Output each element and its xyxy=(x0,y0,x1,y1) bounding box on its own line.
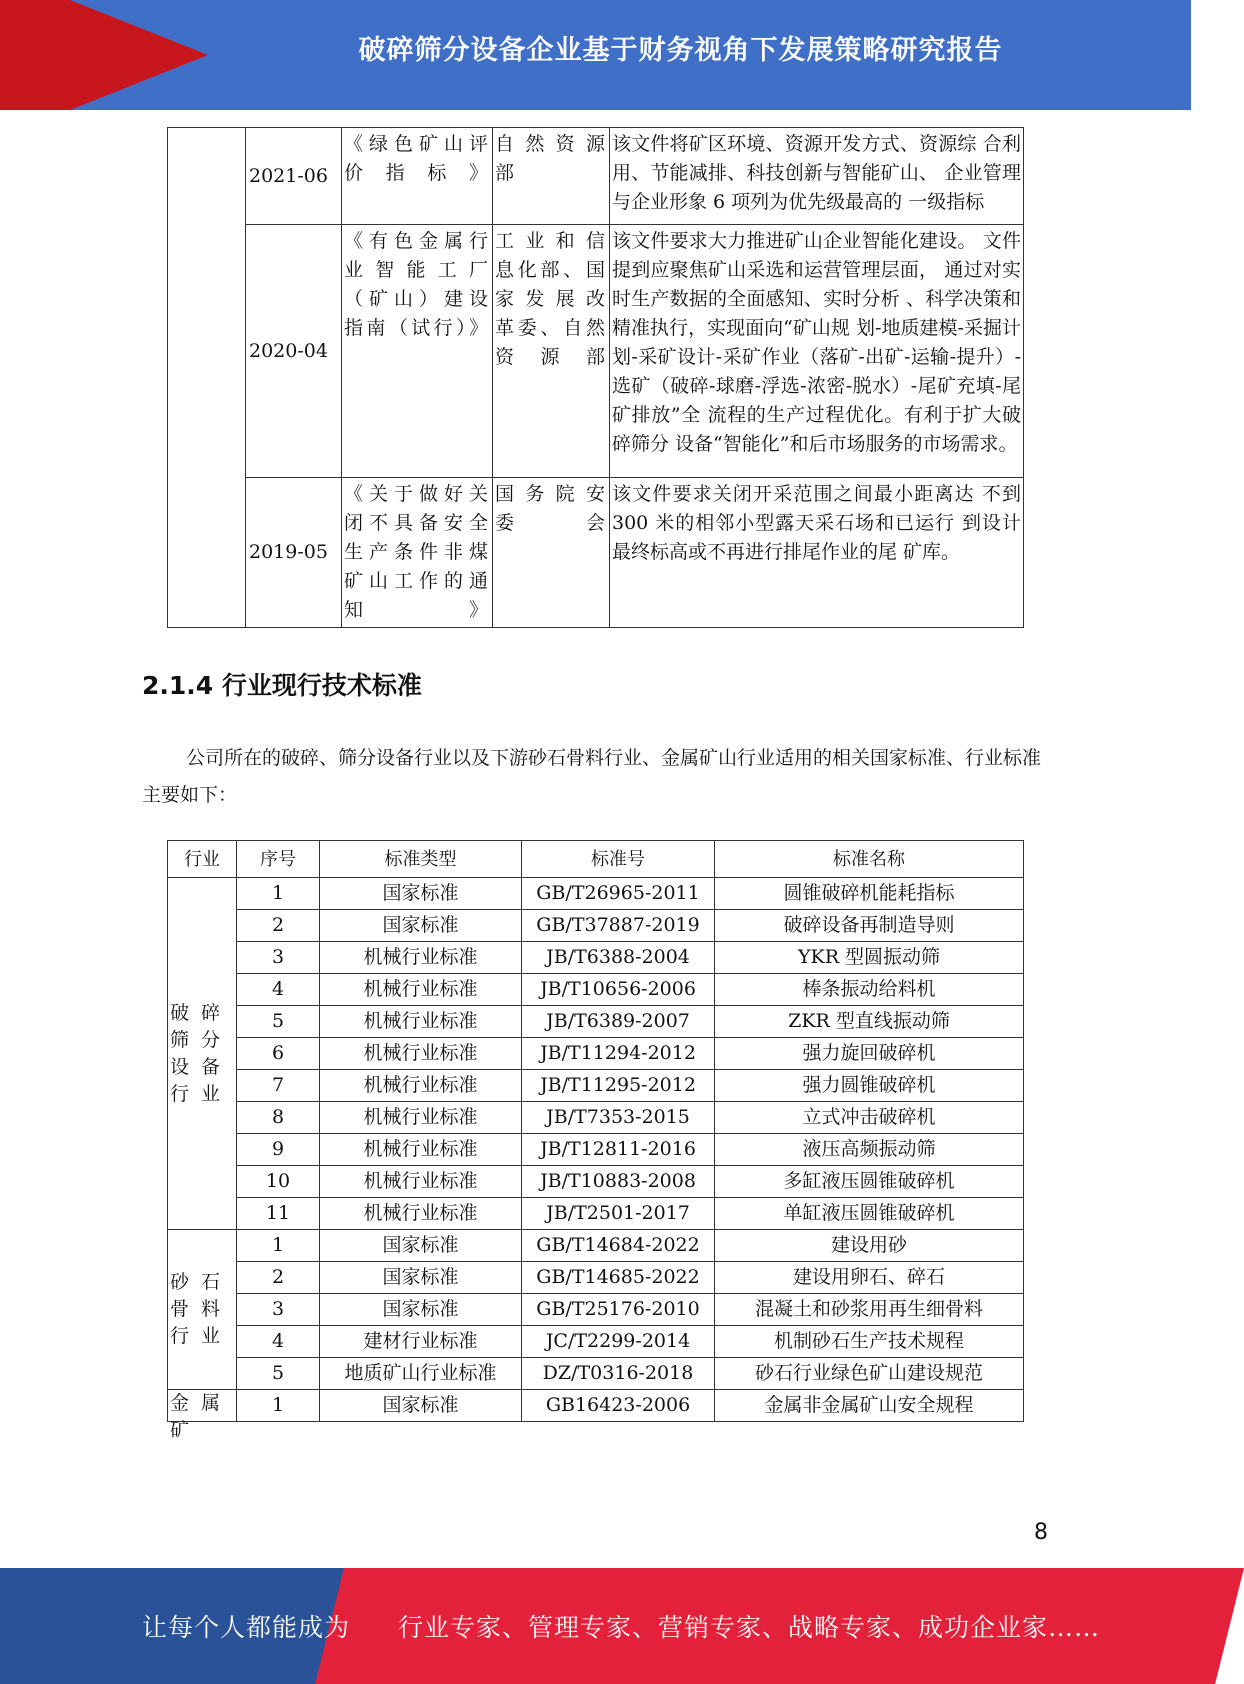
table-row xyxy=(168,910,1024,942)
table-header-row xyxy=(168,841,1024,878)
policy-content xyxy=(610,128,1024,225)
table-row xyxy=(168,478,1024,628)
table-row xyxy=(168,1390,1024,1422)
cell-number: 11 xyxy=(237,1198,320,1230)
policy-date: 2021-06 xyxy=(246,128,342,225)
column-header-name: 标准名称 xyxy=(715,841,1024,878)
cell-number: 10 xyxy=(237,1166,320,1198)
policy-table xyxy=(167,127,1024,628)
cell-name: 混凝土和砂浆用再生细骨料 xyxy=(715,1294,1024,1326)
standards-table xyxy=(167,840,1024,1441)
table-row xyxy=(168,1326,1024,1358)
table-row xyxy=(168,225,1024,478)
cell-name: 机制砂石生产技术规程 xyxy=(715,1326,1024,1358)
cell-code: JB/T7353-2015 xyxy=(522,1102,715,1134)
cell-code: GB16423-2006 xyxy=(522,1390,715,1422)
cell-number: 9 xyxy=(237,1134,320,1166)
cell-number: 5 xyxy=(237,1006,320,1038)
cell-name: 强力圆锥破碎机 xyxy=(715,1070,1024,1102)
industry-cell-text: 金属矿 xyxy=(170,1392,224,1441)
industry-cell: 破碎筛分设备行业 xyxy=(168,878,237,1230)
cell-number: 3 xyxy=(237,1294,320,1326)
table-row xyxy=(168,878,1024,910)
cell-code: GB/T14684-2022 xyxy=(522,1230,715,1262)
section-paragraph: 公司所在的破碎、筛分设备行业以及下游砂石骨料行业、金属矿山行业适用的相关国家标准、行业标准主要如下： xyxy=(142,747,1042,806)
cell-name: 棒条振动给料机 xyxy=(715,974,1024,1006)
cell-type: 机械行业标准 xyxy=(320,1134,522,1166)
cell-name: YKR 型圆振动筛 xyxy=(715,942,1024,974)
cell-number: 3 xyxy=(237,942,320,974)
table-row xyxy=(168,942,1024,974)
cell-type: 机械行业标准 xyxy=(320,942,522,974)
cell-number: 1 xyxy=(237,1230,320,1262)
policy-document: 《关于做好关闭不具备安全生产条件非煤矿山工作的通知》 xyxy=(342,478,493,628)
table-row xyxy=(168,1070,1024,1102)
cell-name: 建设用砂 xyxy=(715,1230,1024,1262)
footer-slogan-left: 让每个人都能成为 xyxy=(142,1613,351,1642)
cell-code: GB/T26965-2011 xyxy=(522,878,715,910)
cell-type: 国家标准 xyxy=(320,878,522,910)
page-number: 8 xyxy=(1034,1520,1048,1545)
header-red-chevron xyxy=(70,0,208,110)
cell-code: JB/T11294-2012 xyxy=(522,1038,715,1070)
cell-number: 6 xyxy=(237,1038,320,1070)
cell-type: 建材行业标准 xyxy=(320,1326,522,1358)
table-row xyxy=(168,1006,1024,1038)
footer-slogan-right: 行业专家、管理专家、营销专家、战略专家、成功企业家…… xyxy=(398,1613,1101,1642)
industry-cell xyxy=(168,1390,237,1441)
cell-code: JB/T6388-2004 xyxy=(522,942,715,974)
cell-name: 强力旋回破碎机 xyxy=(715,1038,1024,1070)
industry-cell: 砂石骨料行业 xyxy=(168,1230,237,1390)
cell-number: 2 xyxy=(237,1262,320,1294)
table-row xyxy=(168,128,1024,225)
policy-department: 工业和信 息化部、国 家发展改 革委、自然 资源部 xyxy=(493,225,610,478)
cell-code: JC/T2299-2014 xyxy=(522,1326,715,1358)
cell-code: JB/T10656-2006 xyxy=(522,974,715,1006)
table-row xyxy=(168,1102,1024,1134)
table-row xyxy=(168,1262,1024,1294)
cell-type: 机械行业标准 xyxy=(320,1102,522,1134)
header-red-block xyxy=(0,0,70,110)
cell-type: 机械行业标准 xyxy=(320,974,522,1006)
policy-date: 2019-05 xyxy=(246,478,342,628)
column-header-type: 标准类型 xyxy=(320,841,522,878)
cell-name: ZKR 型直线振动筛 xyxy=(715,1006,1024,1038)
cell-code: GB/T37887-2019 xyxy=(522,910,715,942)
cell-number: 5 xyxy=(237,1358,320,1390)
cell-code: GB/T14685-2022 xyxy=(522,1262,715,1294)
standards-table-body xyxy=(168,878,1024,1441)
cell-type: 机械行业标准 xyxy=(320,1198,522,1230)
table-row xyxy=(168,1230,1024,1262)
table-row xyxy=(168,974,1024,1006)
column-header-industry: 行业 xyxy=(168,841,237,878)
table-row xyxy=(168,1198,1024,1230)
page-footer xyxy=(0,1568,1191,1684)
cell-name: 圆锥破碎机能耗指标 xyxy=(715,878,1024,910)
cell-type: 机械行业标准 xyxy=(320,1166,522,1198)
cell-name: 金属非金属矿山安全规程 xyxy=(715,1390,1024,1422)
table-row xyxy=(168,1166,1024,1198)
cell-number: 8 xyxy=(237,1102,320,1134)
cell-type: 国家标准 xyxy=(320,1230,522,1262)
cell-number: 4 xyxy=(237,974,320,1006)
cell-number: 7 xyxy=(237,1070,320,1102)
table-row xyxy=(168,1294,1024,1326)
cell-name: 液压高频振动筛 xyxy=(715,1134,1024,1166)
cell-code: GB/T25176-2010 xyxy=(522,1294,715,1326)
policy-document: 《有色金属行业智能工厂（矿山）建设指南（试行）》 xyxy=(342,225,493,478)
column-header-number: 序号 xyxy=(237,841,320,878)
policy-content: 该文件要求大力推进矿山企业智能化建设。 文件提到应聚焦矿山采选和运营管理层面， 通过对实时生产数据的全面感知、实时分析 、科学决策和精准执行，实现面向“矿山规 划-地质建模-采掘计划-采矿设计-采矿作业（落矿-出矿-运输-提升）-选矿（破碎-球磨-浮选-浓密-脱水）-尾矿充填-尾矿排放”全 流程的生产过程优化。有利于扩大破碎筛分 设备“智能化”和后市场服务的市场需求。 xyxy=(610,225,1024,478)
cell-name: 砂石行业绿色矿山建设规范 xyxy=(715,1358,1024,1390)
policy-department: 自然资源 部 xyxy=(493,128,610,225)
section-heading: 2.1.4 行业现行技术标准 xyxy=(142,671,422,700)
cell-type: 国家标准 xyxy=(320,1390,522,1422)
page-header xyxy=(0,0,1191,110)
cell-name: 立式冲击破碎机 xyxy=(715,1102,1024,1134)
cell-type: 国家标准 xyxy=(320,910,522,942)
cell-name: 建设用卵石、碎石 xyxy=(715,1262,1024,1294)
table-row xyxy=(168,1134,1024,1166)
policy-content-text: 该文件将矿区环境、资源开发方式、资源综 合利用、节能减排、科技创新与智能矿山、 企业管理与企业形象 6 项列为优先级最高的 一级指标 xyxy=(612,133,1021,213)
cell-number: 2 xyxy=(237,910,320,942)
column-header-code: 标准号 xyxy=(522,841,715,878)
cell-type: 机械行业标准 xyxy=(320,1038,522,1070)
cell-type: 国家标准 xyxy=(320,1262,522,1294)
table-row xyxy=(168,1358,1024,1390)
policy-date: 2020-04 xyxy=(246,225,342,478)
blank-cell xyxy=(168,128,246,628)
cell-type: 机械行业标准 xyxy=(320,1006,522,1038)
policy-document: 《绿色矿山评价指标》 xyxy=(342,128,493,225)
cell-number: 1 xyxy=(237,878,320,910)
cell-name: 多缸液压圆锥破碎机 xyxy=(715,1166,1024,1198)
cell-code: JB/T12811-2016 xyxy=(522,1134,715,1166)
cell-code: JB/T11295-2012 xyxy=(522,1070,715,1102)
policy-content: 该文件要求关闭开采范围之间最小距离达 不到 300 米的相邻小型露天采石场和已运行 到设计最终标高或不再进行排尾作业的尾 矿库。 xyxy=(610,478,1024,628)
table-row xyxy=(168,1038,1024,1070)
report-title: 破碎筛分设备企业基于财务视角下发展策略研究报告 xyxy=(358,35,1003,66)
cell-type: 国家标准 xyxy=(320,1294,522,1326)
cell-code: JB/T2501-2017 xyxy=(522,1198,715,1230)
cell-type: 地质矿山行业标准 xyxy=(320,1358,522,1390)
cell-name: 破碎设备再制造导则 xyxy=(715,910,1024,942)
cell-code: DZ/T0316-2018 xyxy=(522,1358,715,1390)
cell-name: 单缸液压圆锥破碎机 xyxy=(715,1198,1024,1230)
cell-type: 机械行业标准 xyxy=(320,1070,522,1102)
cell-code: JB/T10883-2008 xyxy=(522,1166,715,1198)
policy-department: 国务院安 委会 xyxy=(493,478,610,628)
cell-number: 4 xyxy=(237,1326,320,1358)
cell-code: JB/T6389-2007 xyxy=(522,1006,715,1038)
cell-number: 1 xyxy=(237,1390,320,1422)
